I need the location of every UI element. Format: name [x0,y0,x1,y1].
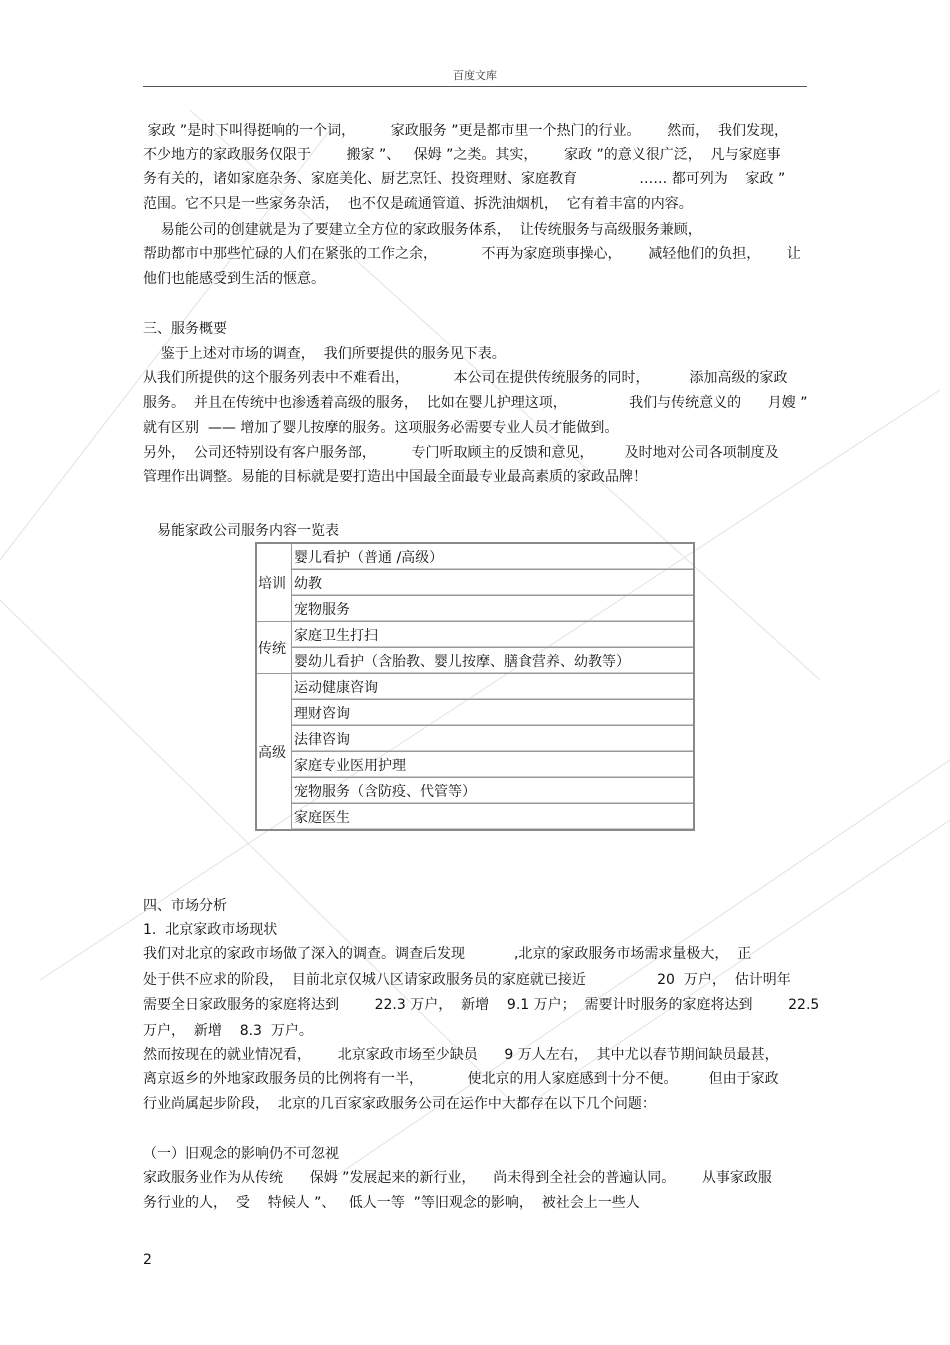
service-table [255,542,695,831]
paragraph-line: 家政服务业作为从传统 保姆 ”发展起来的新行业， 尚未得到全社会的普遍认同。 从事家政服 [143,1170,772,1186]
service-item: 法律咨询 [292,726,695,752]
subsection-heading: （一）旧观念的影响仍不可忽视 [143,1146,339,1162]
service-item: 家庭医生 [292,804,695,831]
paragraph-line: 从我们所提供的这个服务列表中不难看出， 本公司在提供传统服务的同时， 添加高级的家政 [143,370,788,386]
section-heading: 四、市场分析 [143,898,227,914]
paragraph-line: 管理作出调整。易能的目标就是要打造出中国最全面最专业最高素质的家政品牌！ [143,469,647,485]
paragraph-line: 帮助都市中那些忙碌的人们在紧张的工作之余， 不再为家庭琐事操心， 减轻他们的负担， 让 [143,246,801,262]
service-item: 宠物服务（含防疫、代管等） [292,778,695,804]
header-divider [143,86,807,87]
table-row [256,570,694,596]
table-row [256,804,694,831]
paragraph-line: 他们也能感受到生活的惬意。 [143,271,325,287]
paragraph-line: 需要全日家政服务的家庭将达到 22.3 万户， 新增 9.1 万户； 需要计时服务的家庭将达到 22.5 [143,997,820,1013]
service-item: 理财咨询 [292,700,695,726]
service-item: 婴儿看护（普通 /高级） [292,543,695,570]
service-item: 宠物服务 [292,596,695,622]
table-row [256,726,694,752]
subsection-heading: 1. 北京家政市场现状 [143,922,278,938]
paragraph-line: 易能公司的创建就是为了要建立全方位的家政服务体系， 让传统服务与高级服务兼顾， [143,222,702,238]
paragraph-line: 服务。 并且在传统中也渗透着高级的服务， 比如在婴儿护理这项， 我们与传统意义的 月嫂 ” [143,395,808,411]
header-title: 百度文库 [453,69,497,82]
paragraph-line: 家政 ”是时下叫得挺响的一个词， 家政服务 ”更是都市里一个热门的行业。 然而， 我们发现， [143,123,789,139]
paragraph-line: 另外， 公司还特别设有客户服务部， 专门听取顾主的反馈和意见， 及时地对公司各项制度及 [143,445,779,461]
service-item: 家庭专业医用护理 [292,752,695,778]
paragraph-line: 鉴于上述对市场的调查， 我们所要提供的服务见下表。 [143,346,506,362]
category-cell: 高级 [256,674,292,831]
table-title: 易能家政公司服务内容一览表 [157,523,339,539]
table-row [256,648,694,674]
service-item: 运动健康咨询 [292,674,695,700]
table-row [256,778,694,804]
paragraph-line: 然而按现在的就业情况看， 北京家政市场至少缺员 9 万人左右， 其中尤以春节期间缺员最甚， [143,1047,779,1063]
service-item: 幼教 [292,570,695,596]
table-row [256,543,694,570]
paragraph-line: 就有区别 —— 增加了婴儿按摩的服务。这项服务必需要专业人员才能做到。 [143,420,619,436]
category-cell: 培训 [256,543,292,622]
paragraph-line: 处于供不应求的阶段， 目前北京仅城八区请家政服务员的家庭就已接近 20 万户， 估计明年 [143,972,791,988]
table-row [256,700,694,726]
page-number: 2 [143,1252,152,1268]
table-row [256,622,694,648]
table-row [256,752,694,778]
category-cell: 传统 [256,622,292,674]
paragraph-line: 不少地方的家政服务仅限于 搬家 ”、 保姆 ”之类。其实， 家政 ”的意义很广泛， 凡与家庭事 [143,147,781,163]
paragraph-line: 我们对北京的家政市场做了深入的调查。调查后发现 ,北京的家政服务市场需求量极大， 正 [143,946,752,962]
paragraph-line: 范围。它不只是一些家务杂活， 也不仅是疏通管道、拆洗油烟机， 它有着丰富的内容。 [143,196,693,212]
paragraph-line: 务有关的，诸如家庭杂务、家庭美化、厨艺烹饪、投资理财、家庭教育 …… 都可列为 家政 ” [143,171,786,187]
table-row [256,674,694,700]
paragraph-line: 务行业的人， 受 特候人 ”、 低人一等 ”等旧观念的影响， 被社会上一些人 [143,1195,640,1211]
paragraph-line: 离京返乡的外地家政服务员的比例将有一半， 使北京的用人家庭感到十分不便。 但由于家政 [143,1071,779,1087]
section-heading: 三、服务概要 [143,321,227,337]
paragraph-line: 万户， 新增 8.3 万户。 [143,1023,313,1039]
service-item: 婴幼儿看护（含胎教、婴儿按摩、膳食营养、幼教等） [292,648,695,674]
paragraph-line: 行业尚属起步阶段， 北京的几百家家政服务公司在运作中大都存在以下几个问题： [143,1096,656,1112]
service-item: 家庭卫生打扫 [292,622,695,648]
table-row [256,596,694,622]
